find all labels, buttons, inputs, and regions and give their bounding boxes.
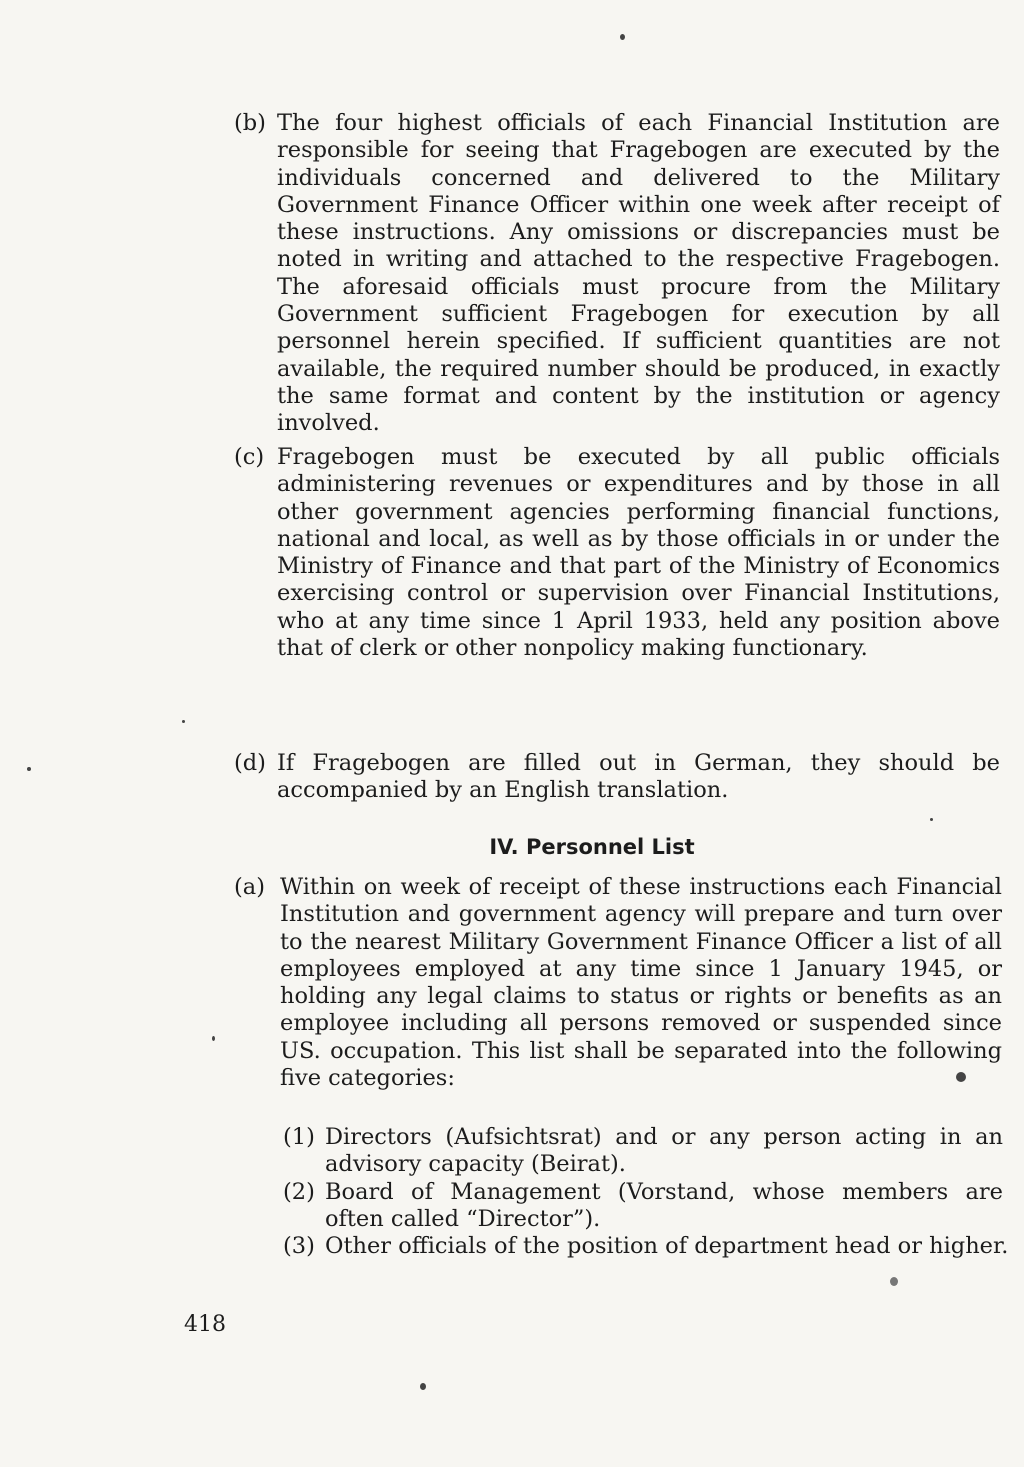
list-item (283, 1233, 1015, 1260)
scan-speck (620, 34, 625, 40)
list-item (283, 1124, 1003, 1179)
scan-speck (956, 1072, 966, 1082)
paragraph-a (234, 874, 1002, 1092)
paragraph-d (234, 750, 1000, 805)
scan-speck (930, 818, 933, 821)
list-item-label: (1) (283, 1124, 315, 1150)
paragraph-c (234, 444, 1000, 662)
paragraph-text: If Fragebogen are filled out in German, they should be accompanied by an English translation. (277, 750, 1000, 804)
list-item-text: Board of Management (Vorstand, whose members are often called “Director”). (325, 1179, 1003, 1233)
scan-speck (182, 720, 185, 723)
paragraph-label: (b) (234, 110, 266, 136)
section-heading: IV. Personnel List (489, 835, 695, 859)
list-item (283, 1179, 1003, 1234)
paragraph-text: The four highest officials of each Financial Institution are responsible for seeing that Fragebogen are executed by the individuals concerned and delivered to the Military Government Finance Officer within one week after receipt of these instructions. Any omissions or discrepancies must be noted in writing and attached to the respective Fragebogen. The aforesaid officials must procure from the Military Government sufficient Fragebogen for execution by all personnel herein specified. If sufficient quantities are not available, the required number should be produced, in exactly the same format and content by the institution or agency involved. (277, 110, 1000, 437)
scan-speck (212, 1036, 215, 1041)
scan-speck (420, 1383, 426, 1390)
paragraph-label: (d) (234, 750, 266, 776)
paragraph-label: (a) (234, 874, 265, 900)
paragraph-text: Within on week of receipt of these instructions each Financial Institution and government agency will prepare and turn over to the nearest Military Government Finance Officer a list of all employees employed at any time since 1 January 1945, or holding any legal claims to status or rights or benefits as an employee including all persons removed or suspended since US. occupation. This list shall be separated into the following five categories: (280, 874, 1002, 1092)
list-item-label: (3) (283, 1233, 315, 1259)
scan-speck (27, 767, 31, 771)
page-number: 418 (184, 1312, 226, 1337)
list-item-text: Other officials of the position of department head or higher. (325, 1233, 1009, 1259)
paragraph-label: (c) (234, 444, 265, 470)
paragraph-b (234, 110, 1000, 438)
paragraph-text: Fragebogen must be executed by all public officials administering revenues or expenditures and by those in all other government agencies performing financial functions, national and local, as well as by those officials in or under the Ministry of Finance and that part of the Ministry of Economics exercising control or supervision over Financial Institutions, who at any time since 1 April 1933, held any position above that of clerk or other nonpolicy making functionary. (277, 444, 1000, 662)
scan-speck (890, 1277, 898, 1286)
list-item-label: (2) (283, 1179, 315, 1205)
list-item-text: Directors (Aufsichtsrat) and or any person acting in an advisory capacity (Beirat). (325, 1124, 1003, 1178)
